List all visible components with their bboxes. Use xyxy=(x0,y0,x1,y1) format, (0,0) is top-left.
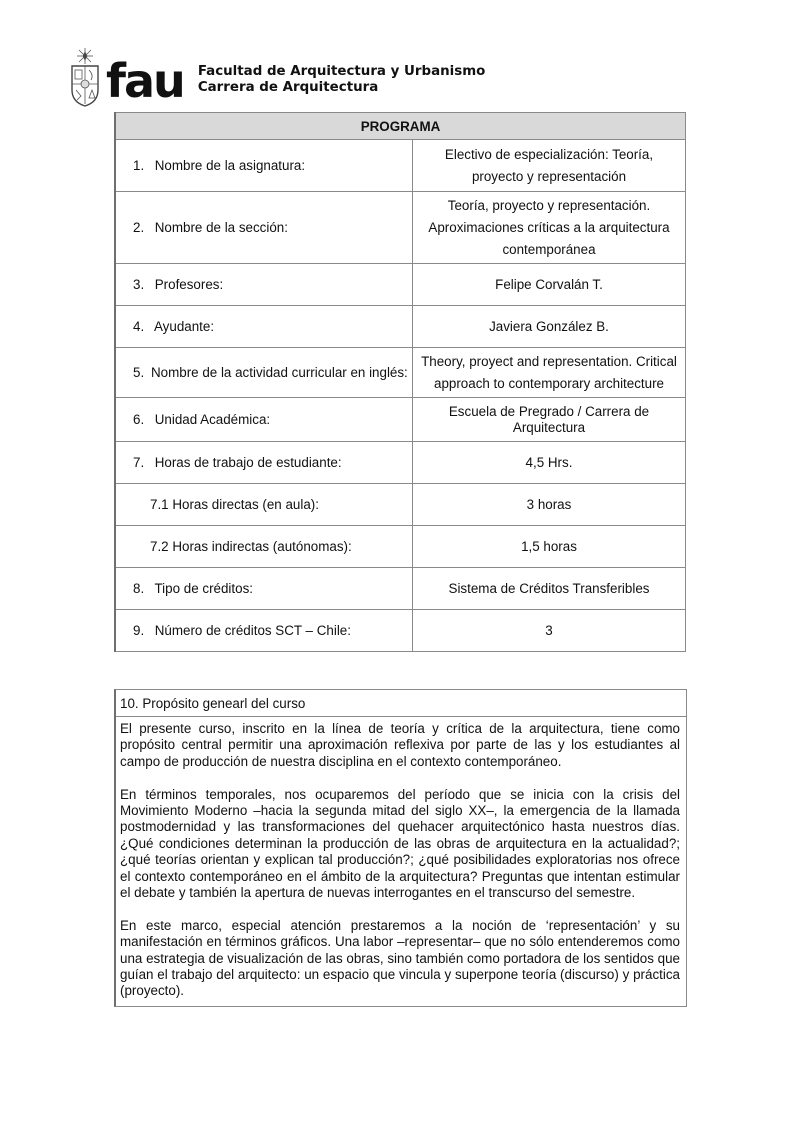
faculty-name: Facultad de Arquitectura y Urbanismo xyxy=(197,64,486,79)
row-label: Nombre de la sección: xyxy=(154,220,288,235)
section-10-body xyxy=(116,717,686,1006)
row-label: Nombre de la asignatura: xyxy=(154,158,306,173)
row-label: Horas de trabajo de estudiante: xyxy=(154,455,342,470)
row-label: 7.1 Horas directas (en aula): xyxy=(115,484,413,526)
career-name: Carrera de Arquitectura xyxy=(197,80,379,95)
table-row: 2. Nombre de la sección: Teoría, proyecto y representación. Aproximaciones críticas a la arquitectura contemporánea xyxy=(115,192,686,264)
row-value: 4,5 Hrs. xyxy=(413,442,686,484)
document-header xyxy=(68,44,485,110)
row-value: Teoría, proyecto y representación. Aproximaciones críticas a la arquitectura contemporánea xyxy=(413,192,686,264)
table-row: 7. Horas de trabajo de estudiante: 4,5 Hrs. xyxy=(115,442,686,484)
table-row: 1. Nombre de la asignatura: Electivo de especialización: Teoría, proyecto y representación xyxy=(115,140,686,192)
row-label: Profesores: xyxy=(154,277,224,292)
row-label: Número de créditos SCT – Chile: xyxy=(154,623,351,638)
table-row: 5. Nombre de la actividad curricular en inglés: Theory, proyect and representation. Critical approach to contemporary architecture xyxy=(115,348,686,398)
row-label: 7.2 Horas indirectas (autónomas): xyxy=(115,526,413,568)
fau-logo: fau xyxy=(106,54,184,108)
table-row: 8. Tipo de créditos: Sistema de Créditos Transferibles xyxy=(115,568,686,610)
table-row xyxy=(115,526,686,568)
row-label: Ayudante: xyxy=(153,319,215,334)
row-value: Sistema de Créditos Transferibles xyxy=(413,568,686,610)
row-value: 3 horas xyxy=(413,484,686,526)
table-row: 3. Profesores: Felipe Corvalán T. xyxy=(115,264,686,306)
row-value: Electivo de especialización: Teoría, proyecto y representación xyxy=(413,140,686,192)
row-value: Theory, proyect and representation. Critical approach to contemporary architecture xyxy=(413,348,686,398)
row-value: Escuela de Pregrado / Carrera de Arquitectura xyxy=(413,398,686,442)
row-value: 1,5 horas xyxy=(413,526,686,568)
paragraph: En términos temporales, nos ocuparemos del período que se inicia con la crisis del Movimiento Moderno –hacia la segunda mitad del siglo XX–, la emergencia de la llamada postmodernidad y las transformaciones del quehacer arquitectónico hasta nuestros días. ¿Qué condiciones determinan la producción de las obras de arquitectura en la actualidad?; ¿qué teorías orientan y explican tal producción?; ¿qué posibilidades exploratorias nos ofrece el contexto contemporáneo en el ámbito de la arquitectura? Preguntas que intentan estimular el debate y también la apertura de nuevas interrogantes en el transcurso del semestre. xyxy=(120,786,680,901)
row-label: Tipo de créditos: xyxy=(154,581,253,596)
table-row xyxy=(115,484,686,526)
section-10-title: 10. Propósito genearl del curso xyxy=(116,690,686,717)
programa-table xyxy=(114,112,686,652)
row-label: Unidad Académica: xyxy=(154,412,271,427)
row-value: 3 xyxy=(413,610,686,652)
paragraph: En este marco, especial atención prestaremos a la noción de ‘representación’ y su manifestación en términos gráficos. Una labor –representar– que no sólo entenderemos como una estrategia de visualización de las obras, sino también como portadora de los sentidos que guían el trabajo del arquitecto: un espacio que vincula y superpone teoría (discurso) y práctica (proyecto). xyxy=(120,917,680,999)
programa-title: PROGRAMA xyxy=(115,113,686,140)
paragraph: El presente curso, inscrito en la línea de teoría y crítica de la arquitectura, tiene como propósito central permitir una aproximación reflexiva por parte de las y los estudiantes al campo de producción de nuestra disciplina en el contexto contemporáneo. xyxy=(120,721,680,769)
table-row: 4. Ayudante: Javiera González B. xyxy=(115,306,686,348)
table-row: 9. Número de créditos SCT – Chile: 3 xyxy=(115,610,686,652)
row-label: Nombre de la actividad curricular en inglés: xyxy=(151,365,408,380)
table-row: 6. Unidad Académica: Escuela de Pregrado / Carrera de Arquitectura xyxy=(115,398,686,442)
row-value: Felipe Corvalán T. xyxy=(413,264,686,306)
institution-name xyxy=(198,64,486,96)
university-crest-icon xyxy=(68,46,102,108)
section-10-box xyxy=(114,689,687,1007)
row-value: Javiera González B. xyxy=(413,306,686,348)
